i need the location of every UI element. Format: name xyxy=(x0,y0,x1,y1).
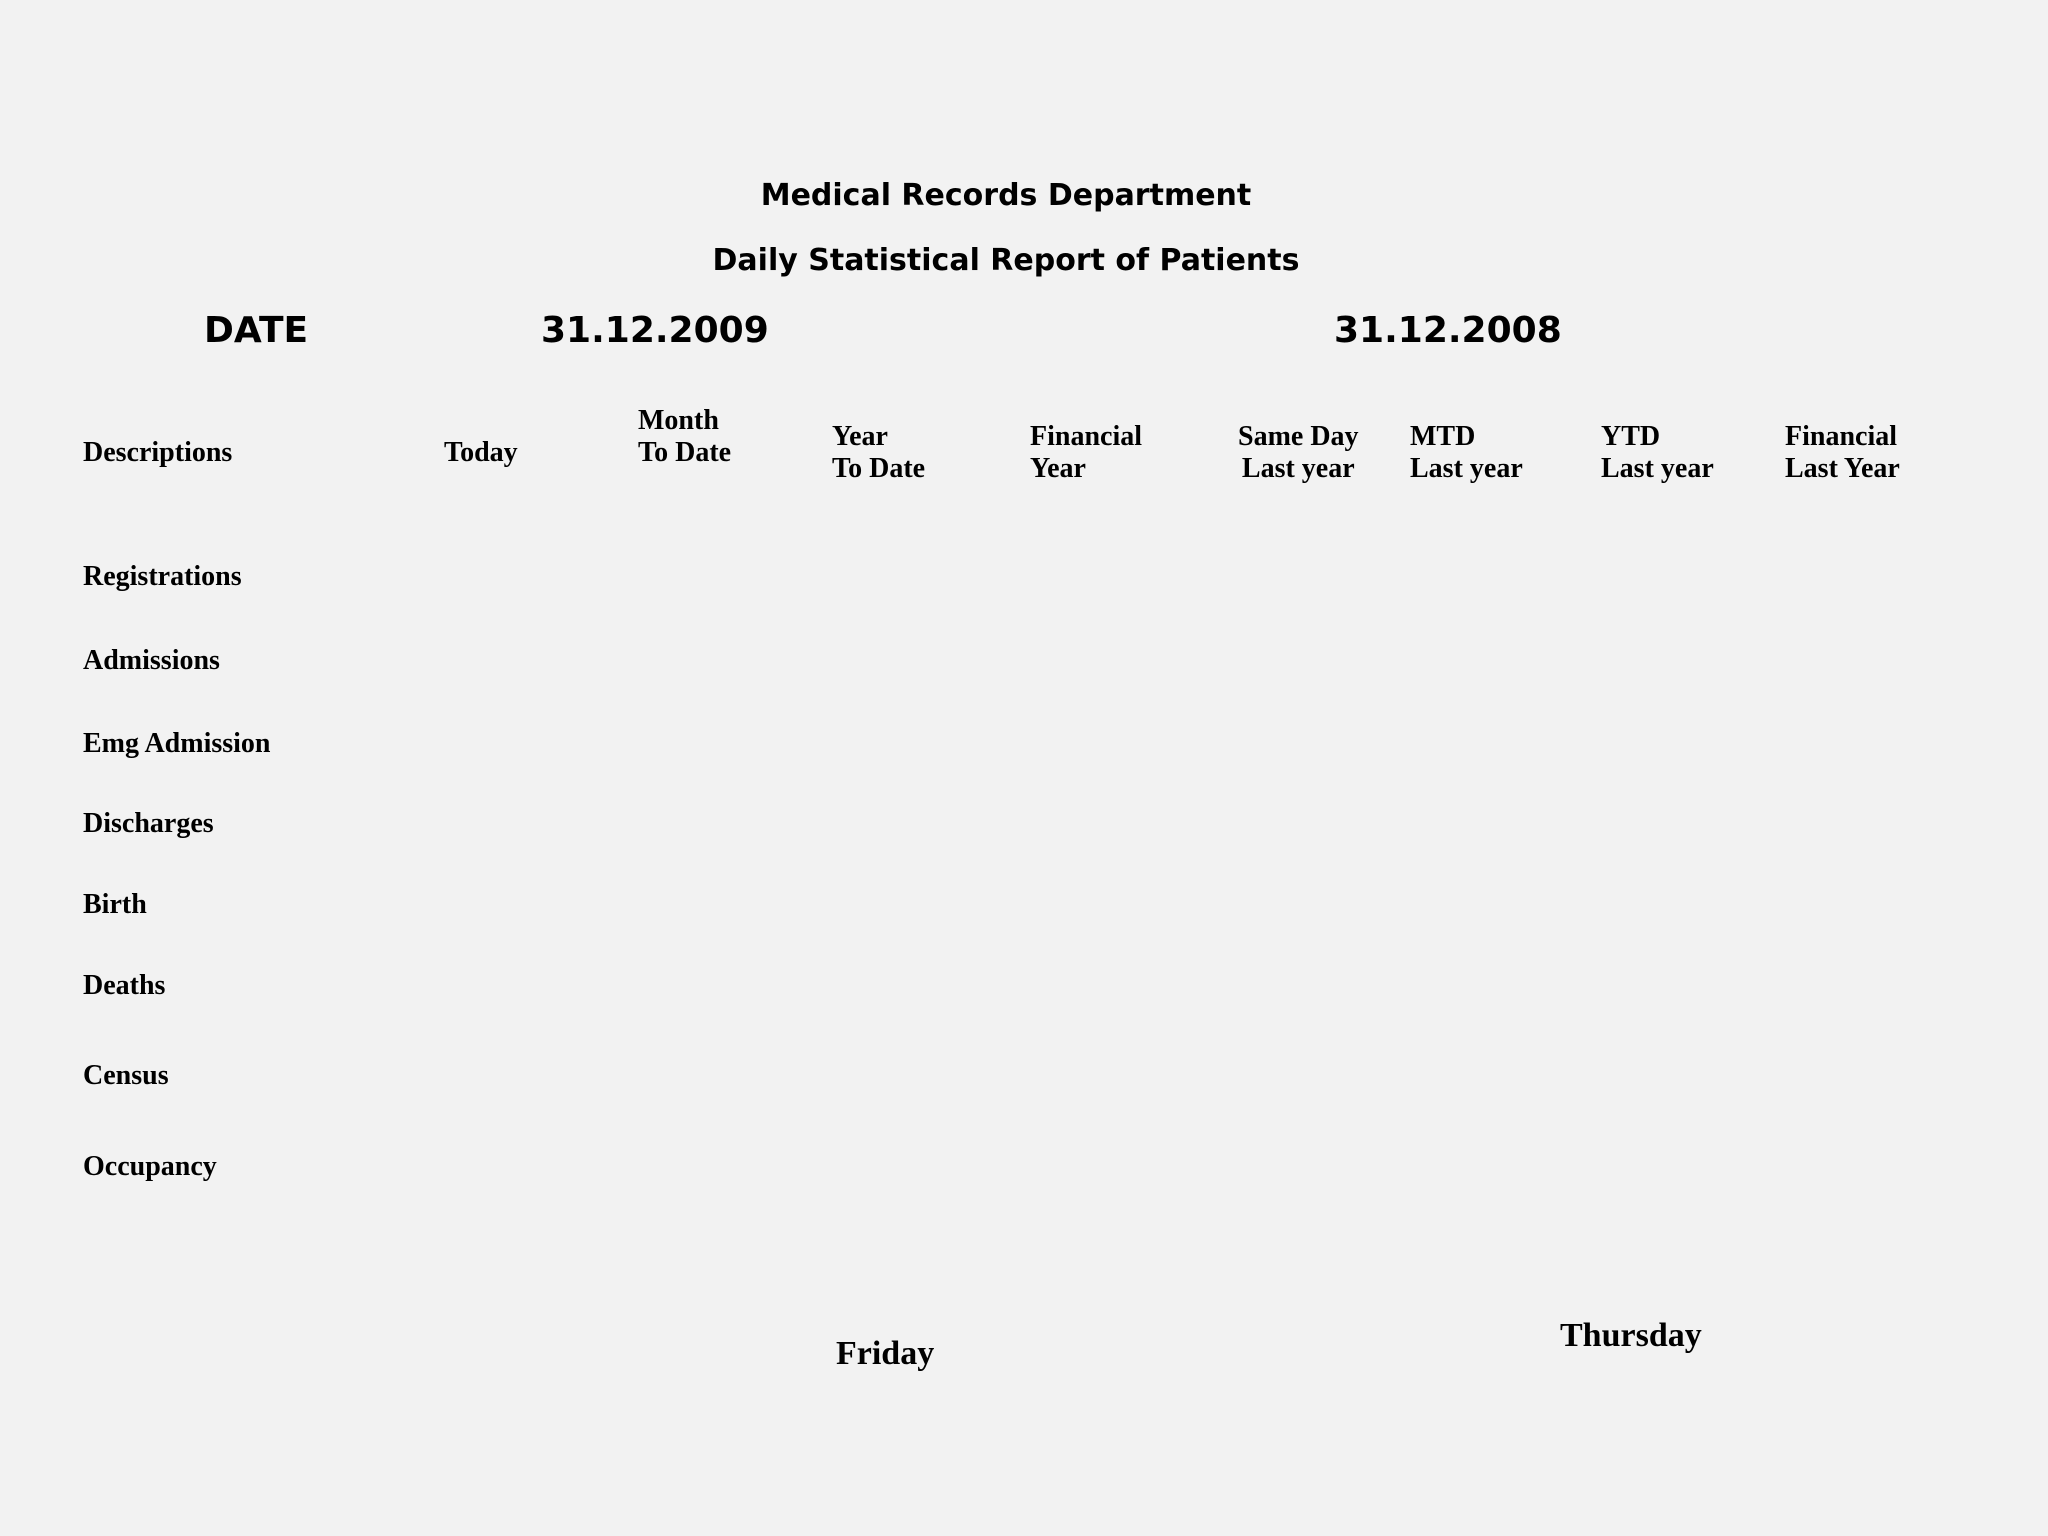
report-title: Medical Records Department xyxy=(760,178,1252,213)
row-label-deaths: Deaths xyxy=(83,970,166,1001)
column-header-same-day-last-year: Same Day Last year xyxy=(1238,421,1359,484)
row-label-discharges: Discharges xyxy=(83,808,214,839)
row-label-registrations: Registrations xyxy=(83,561,242,592)
date-label: DATE xyxy=(204,310,309,351)
row-label-occupancy: Occupancy xyxy=(83,1151,217,1182)
column-header-today: Today xyxy=(444,437,518,468)
row-label-birth: Birth xyxy=(83,889,147,920)
column-header-mtd-last-year: MTD Last year xyxy=(1410,421,1523,484)
column-header-financial-last-year: Financial Last Year xyxy=(1785,421,1900,484)
day-last-year: Thursday xyxy=(1560,1317,1702,1354)
row-label-admissions: Admissions xyxy=(83,645,220,676)
date-last-year: 31.12.2008 xyxy=(1334,310,1562,351)
row-label-emg-admission: Emg Admission xyxy=(83,728,271,759)
column-header-year-to-date: Year To Date xyxy=(832,421,926,484)
date-current: 31.12.2009 xyxy=(541,310,769,351)
column-header-month-to-date: Month To Date xyxy=(638,405,732,468)
column-header-financial-year: Financial Year xyxy=(1030,421,1143,484)
row-label-census: Census xyxy=(83,1060,169,1091)
column-header-ytd-last-year: YTD Last year xyxy=(1601,421,1714,484)
report-subtitle: Daily Statistical Report of Patients xyxy=(712,243,1300,278)
column-header-descriptions: Descriptions xyxy=(83,437,233,468)
day-current: Friday xyxy=(836,1335,935,1372)
